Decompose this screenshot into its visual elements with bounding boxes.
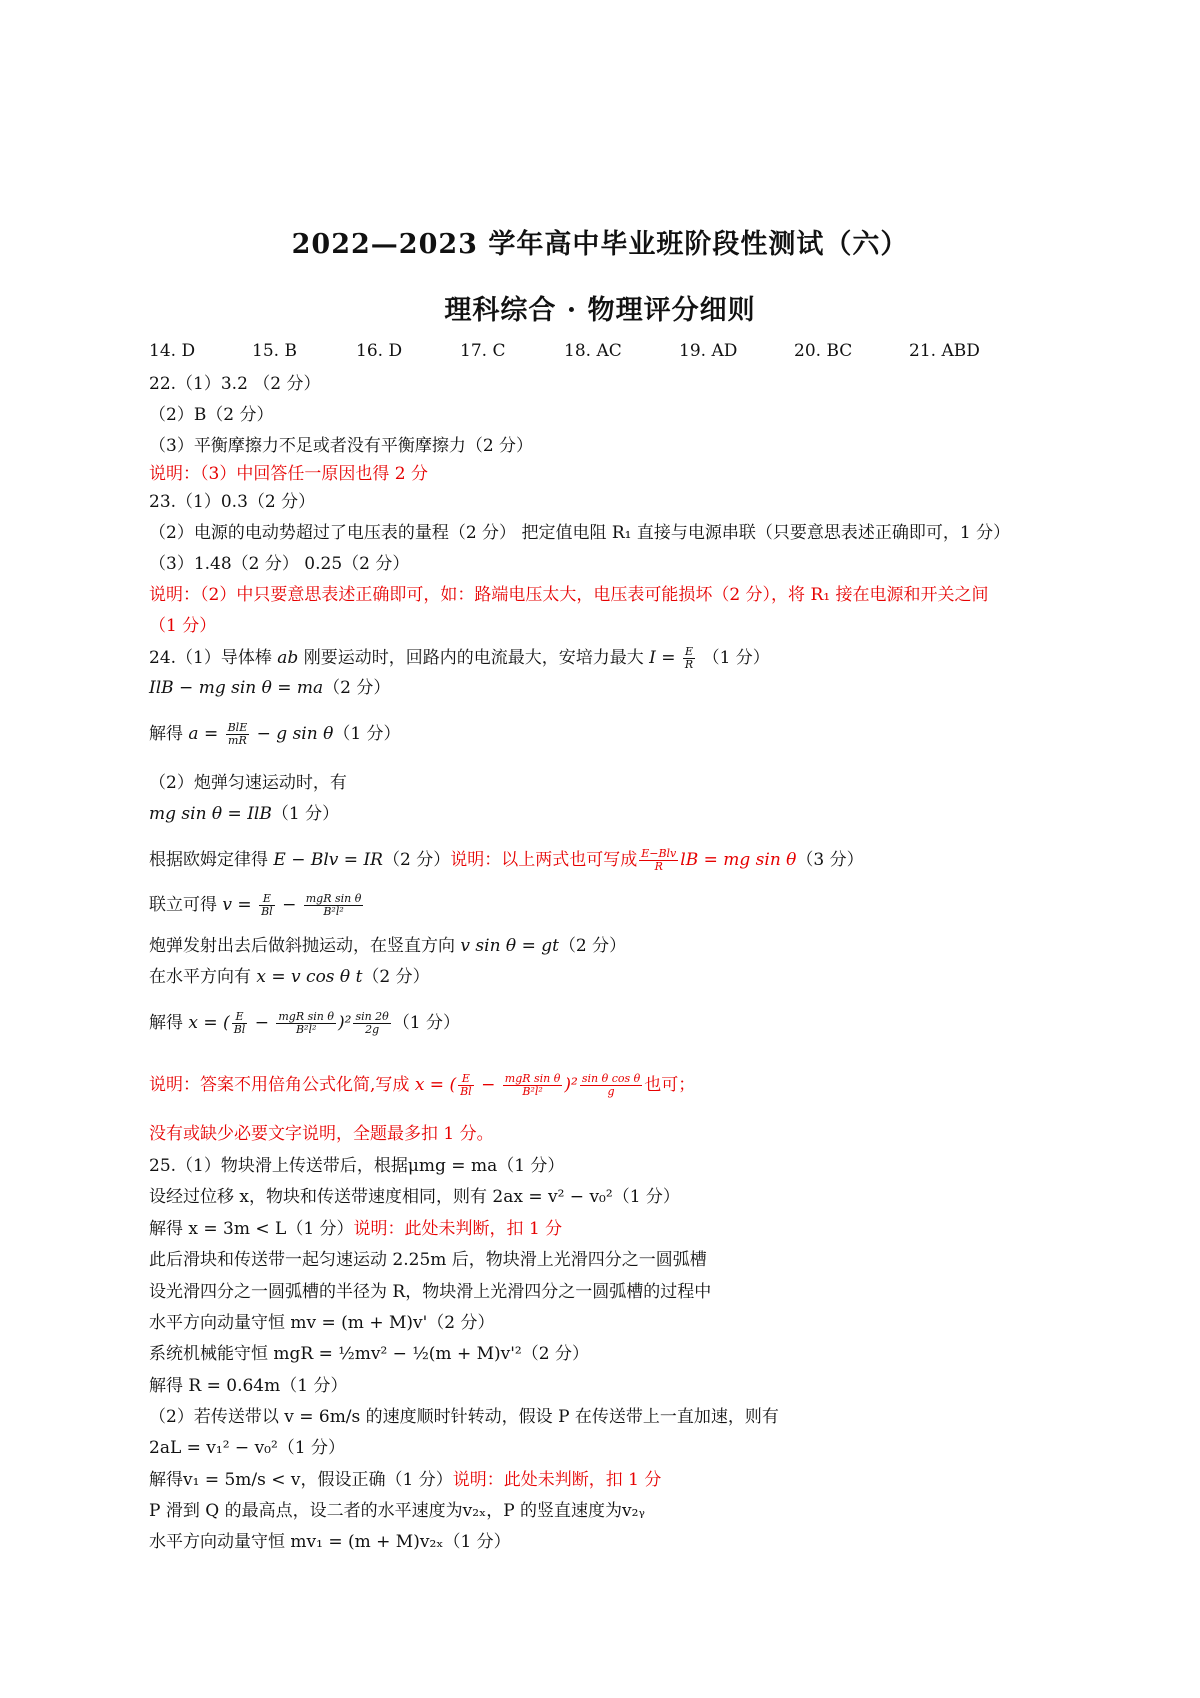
- text: 刚要运动时，回路内的电流最大，安培力最大: [298, 648, 650, 668]
- denominator: B²l²: [522, 1085, 543, 1098]
- math: −: [249, 1013, 275, 1033]
- note: 说明：答案不用倍角公式化简,写成: [149, 1075, 415, 1095]
- fraction: [353, 1011, 390, 1036]
- q23-line-1: 23.（1）0.3（2 分）: [149, 492, 316, 512]
- text: 在水平方向有: [149, 967, 257, 987]
- q22-line-2: （2）B（2 分）: [149, 405, 274, 425]
- q25-line-5: 设光滑四分之一圆弧槽的半径为 R，物块滑上光滑四分之一圆弧槽的过程中: [149, 1282, 712, 1302]
- denominator: R: [684, 658, 694, 671]
- fraction: [259, 893, 275, 918]
- q22-note: 说明：（3）中回答任一原因也得 2 分: [149, 464, 428, 484]
- numerator: sin 2θ: [355, 1010, 389, 1023]
- text: 炮弹发射出去后做斜抛运动，在竖直方向: [149, 936, 461, 956]
- denominator: g: [607, 1085, 615, 1098]
- equation: mg sin θ = IlB: [149, 804, 272, 824]
- math: v =: [222, 895, 258, 915]
- score: （1 分）: [697, 648, 770, 668]
- q24-note-2: 没有或缺少必要文字说明，全题最多扣 1 分。: [149, 1124, 494, 1144]
- math: )²: [564, 1075, 578, 1095]
- score: （2 分）: [323, 678, 391, 698]
- note: 说明：此处未判断，扣 1 分: [452, 1470, 662, 1490]
- denominator: Bl: [460, 1085, 472, 1098]
- q24-line-8: [149, 935, 626, 957]
- fraction: [683, 646, 695, 671]
- q24-line-5: [149, 803, 339, 825]
- fraction: [639, 848, 678, 873]
- q24-line-1: [149, 646, 770, 671]
- numerator: mgR sin θ: [278, 1010, 334, 1023]
- text: 解得: [149, 724, 189, 744]
- q23-note-cont: （1 分）: [149, 616, 217, 636]
- math: x = (: [414, 1075, 457, 1095]
- q25-line-7: 系统机械能守恒 mgR = ½mv² − ½(m + M)v'²（2 分）: [149, 1344, 589, 1364]
- multiple-choice-answers: [149, 341, 1049, 365]
- q22-line-3: （3）平衡摩擦力不足或者没有平衡摩擦力（2 分）: [149, 436, 534, 456]
- q25-line-6: 水平方向动量守恒 mv = (m + M)v'（2 分）: [149, 1313, 495, 1333]
- q25-line-11: [149, 1469, 661, 1491]
- math-ab: ab: [277, 648, 299, 668]
- fraction: [458, 1073, 474, 1098]
- math-I: I: [649, 648, 656, 668]
- answer-21: 21. ABD: [909, 341, 980, 361]
- numerator: E: [683, 646, 695, 659]
- q24-line-4: （2）炮弹匀速运动时，有: [149, 773, 347, 793]
- denominator: B²l²: [323, 905, 344, 918]
- equation: E − Blv = IR: [273, 850, 383, 870]
- math: a =: [188, 724, 224, 744]
- q24-line-9: [149, 966, 430, 988]
- q25-line-3: [149, 1218, 562, 1240]
- equation: x = v cos θ t: [256, 967, 363, 987]
- fraction: [276, 1011, 336, 1036]
- score: （2 分）: [382, 850, 451, 870]
- numerator: mgR sin θ: [504, 1072, 561, 1085]
- numerator: sin θ cos θ: [581, 1072, 641, 1085]
- q25-line-4: 此后滑块和传送带一起匀速运动 2.25m 后，物块滑上光滑四分之一圆弧槽: [149, 1250, 707, 1270]
- score: （1 分）: [392, 1013, 461, 1033]
- q25-line-9: （2）若传送带以 v = 6m/s 的速度顺时针转动，假设 P 在传送带上一直加速，则有: [149, 1407, 779, 1427]
- numerator: E: [232, 1011, 248, 1024]
- q23-line-3: （3）1.48（2 分） 0.25（2 分）: [149, 554, 410, 574]
- numerator: E−Blv: [641, 847, 677, 860]
- equation: v sin θ = gt: [460, 936, 559, 956]
- denominator: B²l²: [295, 1023, 317, 1036]
- score: （2 分）: [558, 936, 627, 956]
- numerator: BlE: [227, 721, 248, 734]
- document-title: 2022—2023 学年高中毕业班阶段性测试（六）: [291, 229, 909, 260]
- text: 解得: [149, 1013, 189, 1033]
- answer-15: 15. B: [252, 341, 297, 361]
- math: x = (: [188, 1013, 230, 1033]
- text: 解得 x = 3m < L（1 分）: [149, 1219, 354, 1239]
- note: 说明：以上两式也可写成: [450, 850, 638, 870]
- fraction: [304, 893, 364, 918]
- math: −: [276, 895, 302, 915]
- math: )²: [337, 1013, 352, 1033]
- equation: lB = mg sin θ: [680, 850, 797, 870]
- numerator: E: [458, 1073, 474, 1086]
- math: − g sin θ: [251, 724, 334, 744]
- fraction: [232, 1011, 248, 1036]
- answer-20: 20. BC: [794, 341, 853, 361]
- fraction: [503, 1073, 563, 1098]
- q24-line-3: [149, 722, 401, 747]
- denominator: Bl: [233, 1023, 246, 1036]
- q24-line-10: [149, 1011, 460, 1036]
- denominator: mR: [228, 734, 247, 747]
- text: 联立可得: [149, 895, 223, 915]
- answer-18: 18. AC: [564, 341, 622, 361]
- note: 也可；: [644, 1075, 696, 1095]
- q25-line-1: 25.（1）物块滑上传送带后，根据μmg = ma（1 分）: [149, 1156, 565, 1176]
- text: 解得v₁ = 5m/s < v，假设正确（1 分）: [149, 1470, 453, 1490]
- score: （2 分）: [362, 967, 430, 987]
- q22-line-1: 22.（1）3.2 （2 分）: [149, 374, 321, 394]
- q25-line-8: 解得 R = 0.64m（1 分）: [149, 1376, 348, 1396]
- score: （1 分）: [271, 804, 340, 824]
- fraction: [580, 1073, 642, 1098]
- q23-line-2: （2）电源的电动势超过了电压表的量程（2 分） 把定值电阻 R₁ 直接与电源串联（只要意思表述正确即可，1 分）: [149, 523, 1011, 543]
- q24-line-6: [149, 848, 864, 873]
- denominator: Bl: [261, 905, 273, 918]
- numerator: E: [259, 893, 275, 906]
- q25-line-12: P 滑到 Q 的最高点，设二者的水平速度为v₂ₓ，P 的竖直速度为v₂ᵧ: [149, 1501, 645, 1521]
- q25-line-10: 2aL = v₁² − v₀²（1 分）: [149, 1438, 346, 1458]
- answer-14: 14. D: [149, 341, 196, 361]
- q24-note-1: [149, 1073, 695, 1098]
- note: 说明：此处未判断，扣 1 分: [353, 1219, 563, 1239]
- text: =: [655, 648, 681, 668]
- numerator: mgR sin θ: [305, 892, 362, 905]
- equation: IlB − mg sin θ = ma: [149, 678, 324, 698]
- q24-line-7: [149, 893, 365, 918]
- answer-17: 17. C: [460, 341, 506, 361]
- denominator: R: [654, 860, 663, 873]
- q24-line-2: [149, 677, 390, 699]
- text: 根据欧姆定律得: [149, 850, 274, 870]
- answer-19: 19. AD: [679, 341, 738, 361]
- q25-line-2: 设经过位移 x，物块和传送带速度相同，则有 2ax = v² − v₀²（1 分）: [149, 1187, 680, 1207]
- math: −: [475, 1075, 501, 1095]
- text: 24.（1）导体棒: [149, 648, 278, 668]
- denominator: 2g: [365, 1023, 380, 1036]
- q23-note: 说明：（2）中只要意思表述正确即可，如：路端电压太大，电压表可能损坏（2 分），将 R₁ 接在电源和开关之间: [149, 585, 989, 605]
- score: （3 分）: [796, 850, 864, 870]
- answer-16: 16. D: [356, 341, 403, 361]
- fraction: [226, 722, 250, 747]
- document-subtitle: 理科综合 · 物理评分细则: [444, 295, 756, 326]
- score: （1 分）: [333, 724, 401, 744]
- q25-line-13: 水平方向动量守恒 mv₁ = (m + M)v₂ₓ（1 分）: [149, 1532, 511, 1552]
